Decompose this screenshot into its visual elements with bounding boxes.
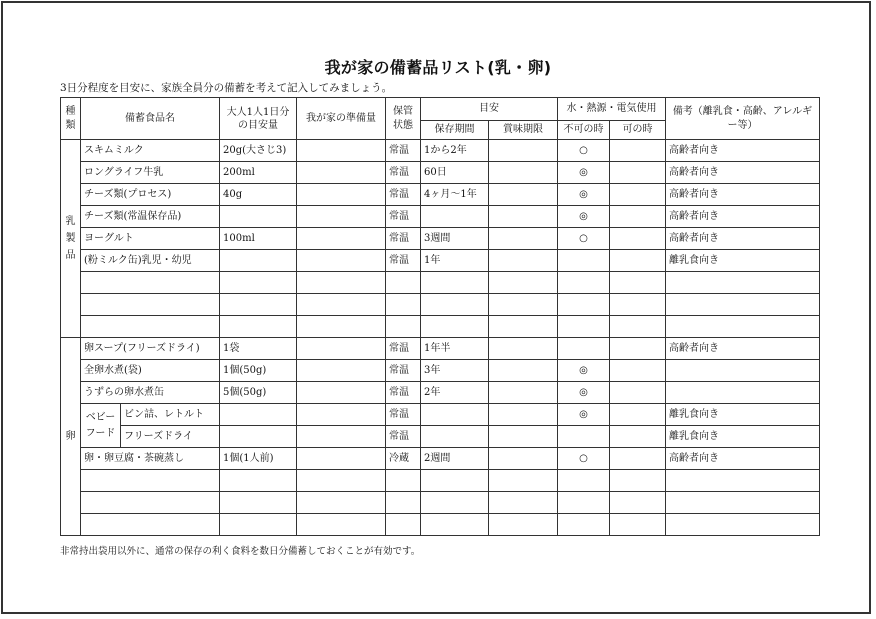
table-row (61, 228, 820, 250)
adult-amount-cell (220, 294, 297, 316)
family-stock-cell (297, 360, 386, 382)
shelf-life-cell: 1年 (421, 250, 489, 272)
possible-mark (610, 448, 666, 470)
page-title: 我が家の備蓄品リスト(乳・卵) (324, 58, 552, 77)
storage-cell: 常温 (386, 404, 421, 426)
notes-cell (666, 360, 820, 382)
adult-amount-cell: 40g (220, 184, 297, 206)
adult-amount-cell: 1袋 (220, 338, 297, 360)
best-before-cell (489, 492, 558, 514)
not-possible-mark: ○ (558, 140, 610, 162)
header-best-before: 賞味期限 (489, 121, 558, 140)
notes-cell: 離乳食向き (666, 250, 820, 272)
table-row (61, 294, 820, 316)
shelf-life-cell (421, 206, 489, 228)
table-row (61, 162, 820, 184)
food-name-cell: フリーズドライ (121, 426, 220, 448)
shelf-life-cell (421, 514, 489, 536)
possible-mark (610, 492, 666, 514)
food-name-cell (81, 514, 220, 536)
not-possible-mark (558, 316, 610, 338)
table-row (61, 360, 820, 382)
adult-amount-cell (220, 250, 297, 272)
family-stock-cell (297, 162, 386, 184)
possible-mark (610, 162, 666, 184)
shelf-life-cell: 2週間 (421, 448, 489, 470)
not-possible-mark: ◎ (558, 184, 610, 206)
not-possible-mark: ○ (558, 228, 610, 250)
header-food-name: 備蓄食品名 (81, 98, 220, 140)
shelf-life-cell (421, 404, 489, 426)
adult-amount-cell (220, 514, 297, 536)
notes-cell (666, 316, 820, 338)
adult-amount-cell: 100ml (220, 228, 297, 250)
possible-mark (610, 228, 666, 250)
shelf-life-cell (421, 492, 489, 514)
table-row (61, 272, 820, 294)
family-stock-cell (297, 184, 386, 206)
storage-cell: 常温 (386, 360, 421, 382)
possible-mark (610, 514, 666, 536)
footnote: 非常持出袋用以外に、通常の保存の利く食料を数日分備蓄しておくことが有効です。 (60, 546, 421, 557)
best-before-cell (489, 184, 558, 206)
adult-amount-cell (220, 316, 297, 338)
notes-cell (666, 470, 820, 492)
not-possible-mark: ◎ (558, 382, 610, 404)
storage-cell: 常温 (386, 140, 421, 162)
table-row (61, 206, 820, 228)
storage-cell: 常温 (386, 338, 421, 360)
storage-cell (386, 316, 421, 338)
header-utilities: 水・熱源・電気使用 (558, 98, 666, 121)
shelf-life-cell (421, 272, 489, 294)
not-possible-mark (558, 272, 610, 294)
best-before-cell (489, 316, 558, 338)
possible-mark (610, 404, 666, 426)
shelf-life-cell: 3週間 (421, 228, 489, 250)
storage-cell: 常温 (386, 426, 421, 448)
table-row (61, 492, 820, 514)
possible-mark (610, 316, 666, 338)
notes-cell: 高齢者向き (666, 338, 820, 360)
notes-cell: 離乳食向き (666, 426, 820, 448)
notes-cell: 高齢者向き (666, 206, 820, 228)
table-row (61, 470, 820, 492)
shelf-life-cell: 1から2年 (421, 140, 489, 162)
best-before-cell (489, 294, 558, 316)
food-name-cell: 卵スープ(フリーズドライ) (81, 338, 220, 360)
family-stock-cell (297, 492, 386, 514)
notes-cell (666, 492, 820, 514)
food-name-cell: チーズ類(常温保存品) (81, 206, 220, 228)
food-name-cell (81, 294, 220, 316)
shelf-life-cell (421, 316, 489, 338)
not-possible-mark (558, 514, 610, 536)
not-possible-mark: ◎ (558, 404, 610, 426)
family-stock-cell (297, 338, 386, 360)
food-name-cell (81, 316, 220, 338)
shelf-life-cell: 4ヶ月～1年 (421, 184, 489, 206)
family-stock-cell (297, 250, 386, 272)
family-stock-cell (297, 448, 386, 470)
table-row (61, 448, 820, 470)
not-possible-mark (558, 294, 610, 316)
intro-text: 3日分程度を目安に、家族全員分の備蓄を考えて記入してみましょう。 (60, 82, 393, 94)
table-row (61, 514, 820, 536)
notes-cell (666, 514, 820, 536)
notes-cell (666, 272, 820, 294)
table-row (61, 338, 820, 360)
stockpile-table (60, 97, 820, 536)
not-possible-mark (558, 426, 610, 448)
storage-cell: 常温 (386, 228, 421, 250)
food-name-cell: 卵・卵豆腐・茶碗蒸し (81, 448, 220, 470)
family-stock-cell (297, 514, 386, 536)
adult-amount-cell: 1個(1人前) (220, 448, 297, 470)
storage-cell: 冷蔵 (386, 448, 421, 470)
family-stock-cell (297, 404, 386, 426)
table-row (61, 250, 820, 272)
notes-cell: 離乳食向き (666, 404, 820, 426)
table-row (61, 140, 820, 162)
best-before-cell (489, 338, 558, 360)
header-not-possible: 不可の時 (558, 121, 610, 140)
header-storage: 保管状態 (386, 98, 421, 140)
not-possible-mark: ◎ (558, 360, 610, 382)
table-row (61, 316, 820, 338)
table-row (61, 382, 820, 404)
best-before-cell (489, 250, 558, 272)
notes-cell: 高齢者向き (666, 448, 820, 470)
not-possible-mark: ○ (558, 448, 610, 470)
notes-cell: 高齢者向き (666, 228, 820, 250)
possible-mark (610, 382, 666, 404)
family-stock-cell (297, 382, 386, 404)
family-stock-cell (297, 426, 386, 448)
header-shelf-life: 保存期間 (421, 121, 489, 140)
not-possible-mark (558, 250, 610, 272)
family-stock-cell (297, 294, 386, 316)
possible-mark (610, 294, 666, 316)
not-possible-mark (558, 470, 610, 492)
adult-amount-cell: 20g(大さじ3) (220, 140, 297, 162)
food-name-cell: チーズ類(プロセス) (81, 184, 220, 206)
header-guide: 目安 (421, 98, 558, 121)
best-before-cell (489, 514, 558, 536)
food-name-cell: ヨーグルト (81, 228, 220, 250)
notes-cell: 高齢者向き (666, 140, 820, 162)
adult-amount-cell: 200ml (220, 162, 297, 184)
food-name-cell (81, 470, 220, 492)
shelf-life-cell (421, 426, 489, 448)
possible-mark (610, 360, 666, 382)
notes-cell (666, 382, 820, 404)
food-name-cell (81, 272, 220, 294)
storage-cell: 常温 (386, 184, 421, 206)
not-possible-mark: ◎ (558, 162, 610, 184)
shelf-life-cell (421, 294, 489, 316)
not-possible-mark (558, 492, 610, 514)
best-before-cell (489, 272, 558, 294)
possible-mark (610, 140, 666, 162)
storage-cell: 常温 (386, 206, 421, 228)
table-row (61, 184, 820, 206)
storage-cell (386, 294, 421, 316)
shelf-life-cell: 1年半 (421, 338, 489, 360)
best-before-cell (489, 426, 558, 448)
possible-mark (610, 184, 666, 206)
best-before-cell (489, 162, 558, 184)
shelf-life-cell (421, 470, 489, 492)
food-name-cell (81, 492, 220, 514)
food-name-cell: スキムミルク (81, 140, 220, 162)
storage-cell: 常温 (386, 162, 421, 184)
storage-cell (386, 492, 421, 514)
family-stock-cell (297, 228, 386, 250)
notes-cell (666, 294, 820, 316)
best-before-cell (489, 448, 558, 470)
possible-mark (610, 250, 666, 272)
shelf-life-cell: 3年 (421, 360, 489, 382)
possible-mark (610, 272, 666, 294)
table-row (61, 404, 820, 426)
best-before-cell (489, 382, 558, 404)
family-stock-cell (297, 316, 386, 338)
not-possible-mark (558, 338, 610, 360)
storage-cell (386, 272, 421, 294)
best-before-cell (489, 360, 558, 382)
header-category: 種類 (61, 98, 81, 140)
table-row (61, 426, 820, 448)
storage-cell: 常温 (386, 250, 421, 272)
family-stock-cell (297, 206, 386, 228)
header-adult-amount: 大人1人1日分の目安量 (220, 98, 297, 140)
shelf-life-cell: 2年 (421, 382, 489, 404)
storage-cell: 常温 (386, 382, 421, 404)
header-family-stock: 我が家の準備量 (297, 98, 386, 140)
category-label: 乳製品 (61, 140, 81, 338)
notes-cell: 高齢者向き (666, 162, 820, 184)
best-before-cell (489, 228, 558, 250)
food-name-cell: ビン詰、レトルト (121, 404, 220, 426)
best-before-cell (489, 140, 558, 162)
adult-amount-cell (220, 272, 297, 294)
family-stock-cell (297, 470, 386, 492)
food-name-cell: ロングライフ牛乳 (81, 162, 220, 184)
family-stock-cell (297, 140, 386, 162)
shelf-life-cell: 60日 (421, 162, 489, 184)
notes-cell: 高齢者向き (666, 184, 820, 206)
best-before-cell (489, 470, 558, 492)
food-name-cell: (粉ミルク缶)乳児・幼児 (81, 250, 220, 272)
adult-amount-cell (220, 404, 297, 426)
header-possible: 可の時 (610, 121, 666, 140)
adult-amount-cell: 5個(50g) (220, 382, 297, 404)
adult-amount-cell (220, 470, 297, 492)
storage-cell (386, 470, 421, 492)
best-before-cell (489, 206, 558, 228)
food-name-cell: 全卵水煮(袋) (81, 360, 220, 382)
baby-food-group-label: ベビーフード (81, 404, 121, 448)
adult-amount-cell (220, 426, 297, 448)
possible-mark (610, 206, 666, 228)
possible-mark (610, 426, 666, 448)
best-before-cell (489, 404, 558, 426)
adult-amount-cell: 1個(50g) (220, 360, 297, 382)
adult-amount-cell (220, 206, 297, 228)
adult-amount-cell (220, 492, 297, 514)
family-stock-cell (297, 272, 386, 294)
category-label: 卵 (61, 338, 81, 536)
possible-mark (610, 338, 666, 360)
possible-mark (610, 470, 666, 492)
food-name-cell: うずらの卵水煮缶 (81, 382, 220, 404)
header-notes: 備考（離乳食・高齢、アレルギー等） (666, 98, 820, 140)
storage-cell (386, 514, 421, 536)
not-possible-mark: ◎ (558, 206, 610, 228)
